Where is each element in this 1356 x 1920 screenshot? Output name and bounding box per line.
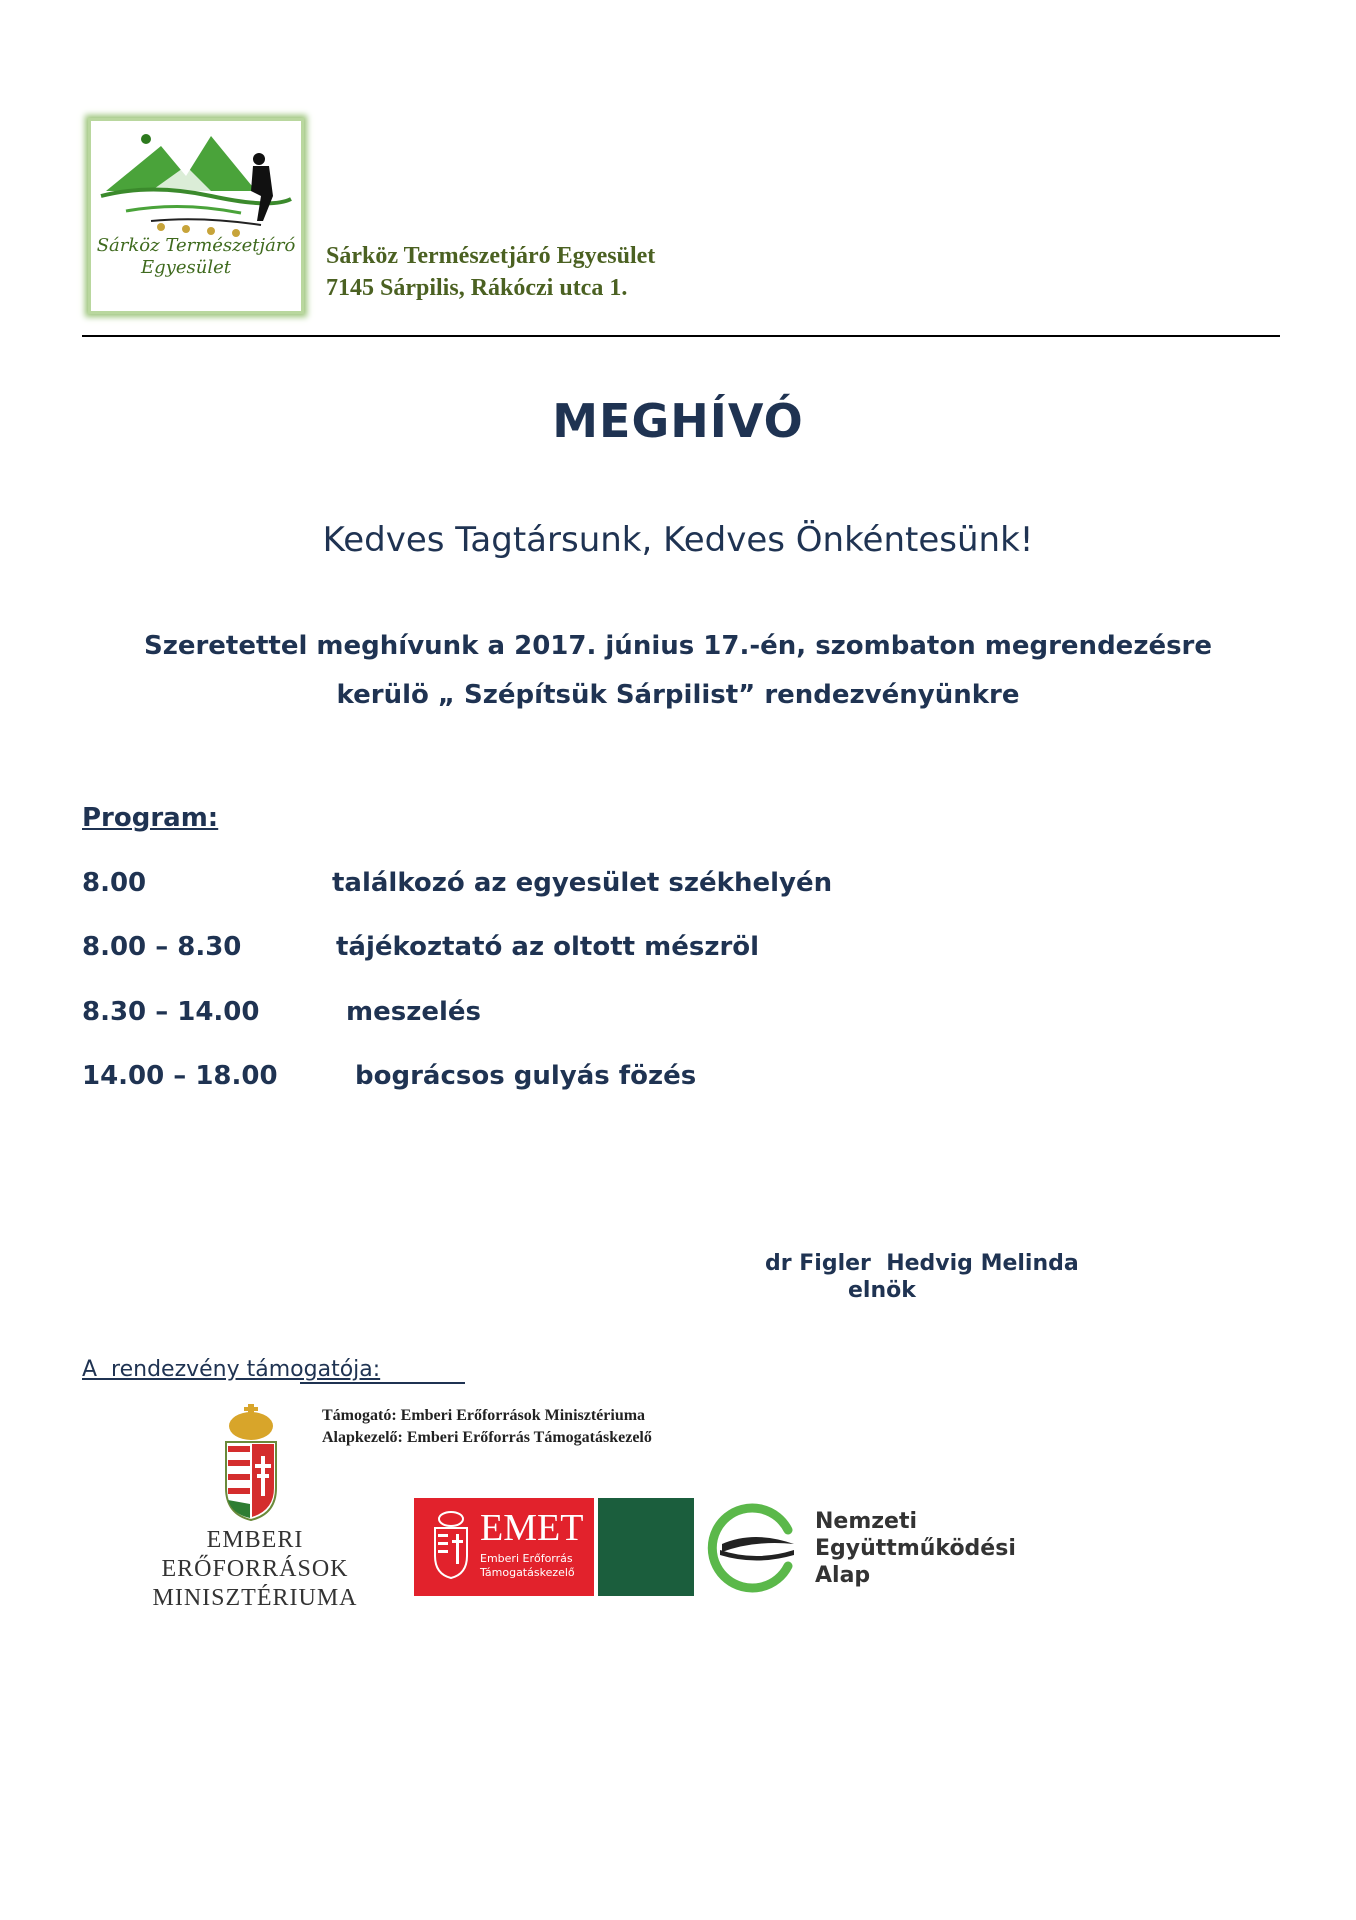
- emet-subtitle-1: Emberi Erőforrás: [480, 1552, 573, 1565]
- nea-line-2: Együttműködési: [815, 1536, 1016, 1561]
- signature-block: [765, 1250, 1079, 1304]
- org-address: 7145 Sárpilis, Rákóczi utca 1.: [326, 275, 628, 301]
- club-logo: [88, 118, 304, 314]
- emet-subtitle: [480, 1552, 575, 1580]
- nea-logo-icon: [706, 1500, 802, 1596]
- support-underline: [300, 1382, 465, 1384]
- emmi-line-1: EMBERI ERŐFORRÁSOK: [161, 1527, 349, 1582]
- emmi-line-2: MINISZTÉRIUMA: [152, 1585, 358, 1611]
- emmi-wordmark: [110, 1526, 400, 1613]
- nea-wordmark: [815, 1508, 1016, 1589]
- header-divider: [82, 335, 1280, 337]
- supporter-text: [322, 1405, 652, 1449]
- support-label: A rendezvény támogatója:: [82, 1357, 381, 1382]
- svg-text:Sárköz Természetjáró: Sárköz Természetjáró: [96, 235, 296, 256]
- supporter-line: Támogató: Emberi Erőforrások Minisztériuma: [322, 1407, 646, 1424]
- signer-name: dr Figler Hedvig Melinda: [765, 1251, 1079, 1276]
- emet-shield-icon: [432, 1510, 470, 1580]
- emet-logo-green: [598, 1498, 694, 1596]
- program-time: 8.30 – 14.00: [82, 997, 260, 1027]
- program-heading: Program:: [82, 803, 219, 833]
- greeting: Kedves Tagtársunk, Kedves Önkéntesünk!: [322, 520, 1034, 560]
- program-desc: tájékoztató az oltott mészröl: [336, 932, 760, 962]
- program-time: 8.00 – 8.30: [82, 932, 242, 962]
- emet-subtitle-2: Támogatáskezelő: [480, 1566, 575, 1579]
- program-time: 8.00: [82, 868, 147, 898]
- org-name: Sárköz Természetjáró Egyesület: [326, 243, 656, 269]
- program-desc: meszelés: [346, 997, 481, 1027]
- program-desc: bográcsos gulyás fözés: [355, 1061, 697, 1091]
- manager-line: Alapkezelő: Emberi Erőforrás Támogatáskezelő: [322, 1429, 652, 1446]
- program-time: 14.00 – 18.00: [82, 1061, 278, 1091]
- nea-line-1: Nemzeti: [815, 1509, 918, 1534]
- svg-text:Egyesület: Egyesület: [141, 257, 231, 278]
- program-desc: találkozó az egyesület székhelyén: [332, 868, 833, 898]
- invitation-text: [100, 622, 1256, 720]
- hungarian-crest-icon: [222, 1404, 280, 1522]
- nea-line-3: Alap: [815, 1563, 871, 1588]
- mountain-logo-icon: [91, 121, 301, 311]
- org-block: [326, 240, 655, 304]
- invitation-line-2: kerülö „ Szépítsük Sárpilist” rendezvényünkre: [336, 680, 1020, 710]
- signer-role: elnök: [848, 1278, 916, 1303]
- page-title: MEGHÍVÓ: [552, 394, 804, 448]
- emet-word: EMET: [480, 1507, 584, 1549]
- invitation-line-1: Szeretettel meghívunk a 2017. június 17.-én, szombaton megrendezésre: [143, 631, 1213, 661]
